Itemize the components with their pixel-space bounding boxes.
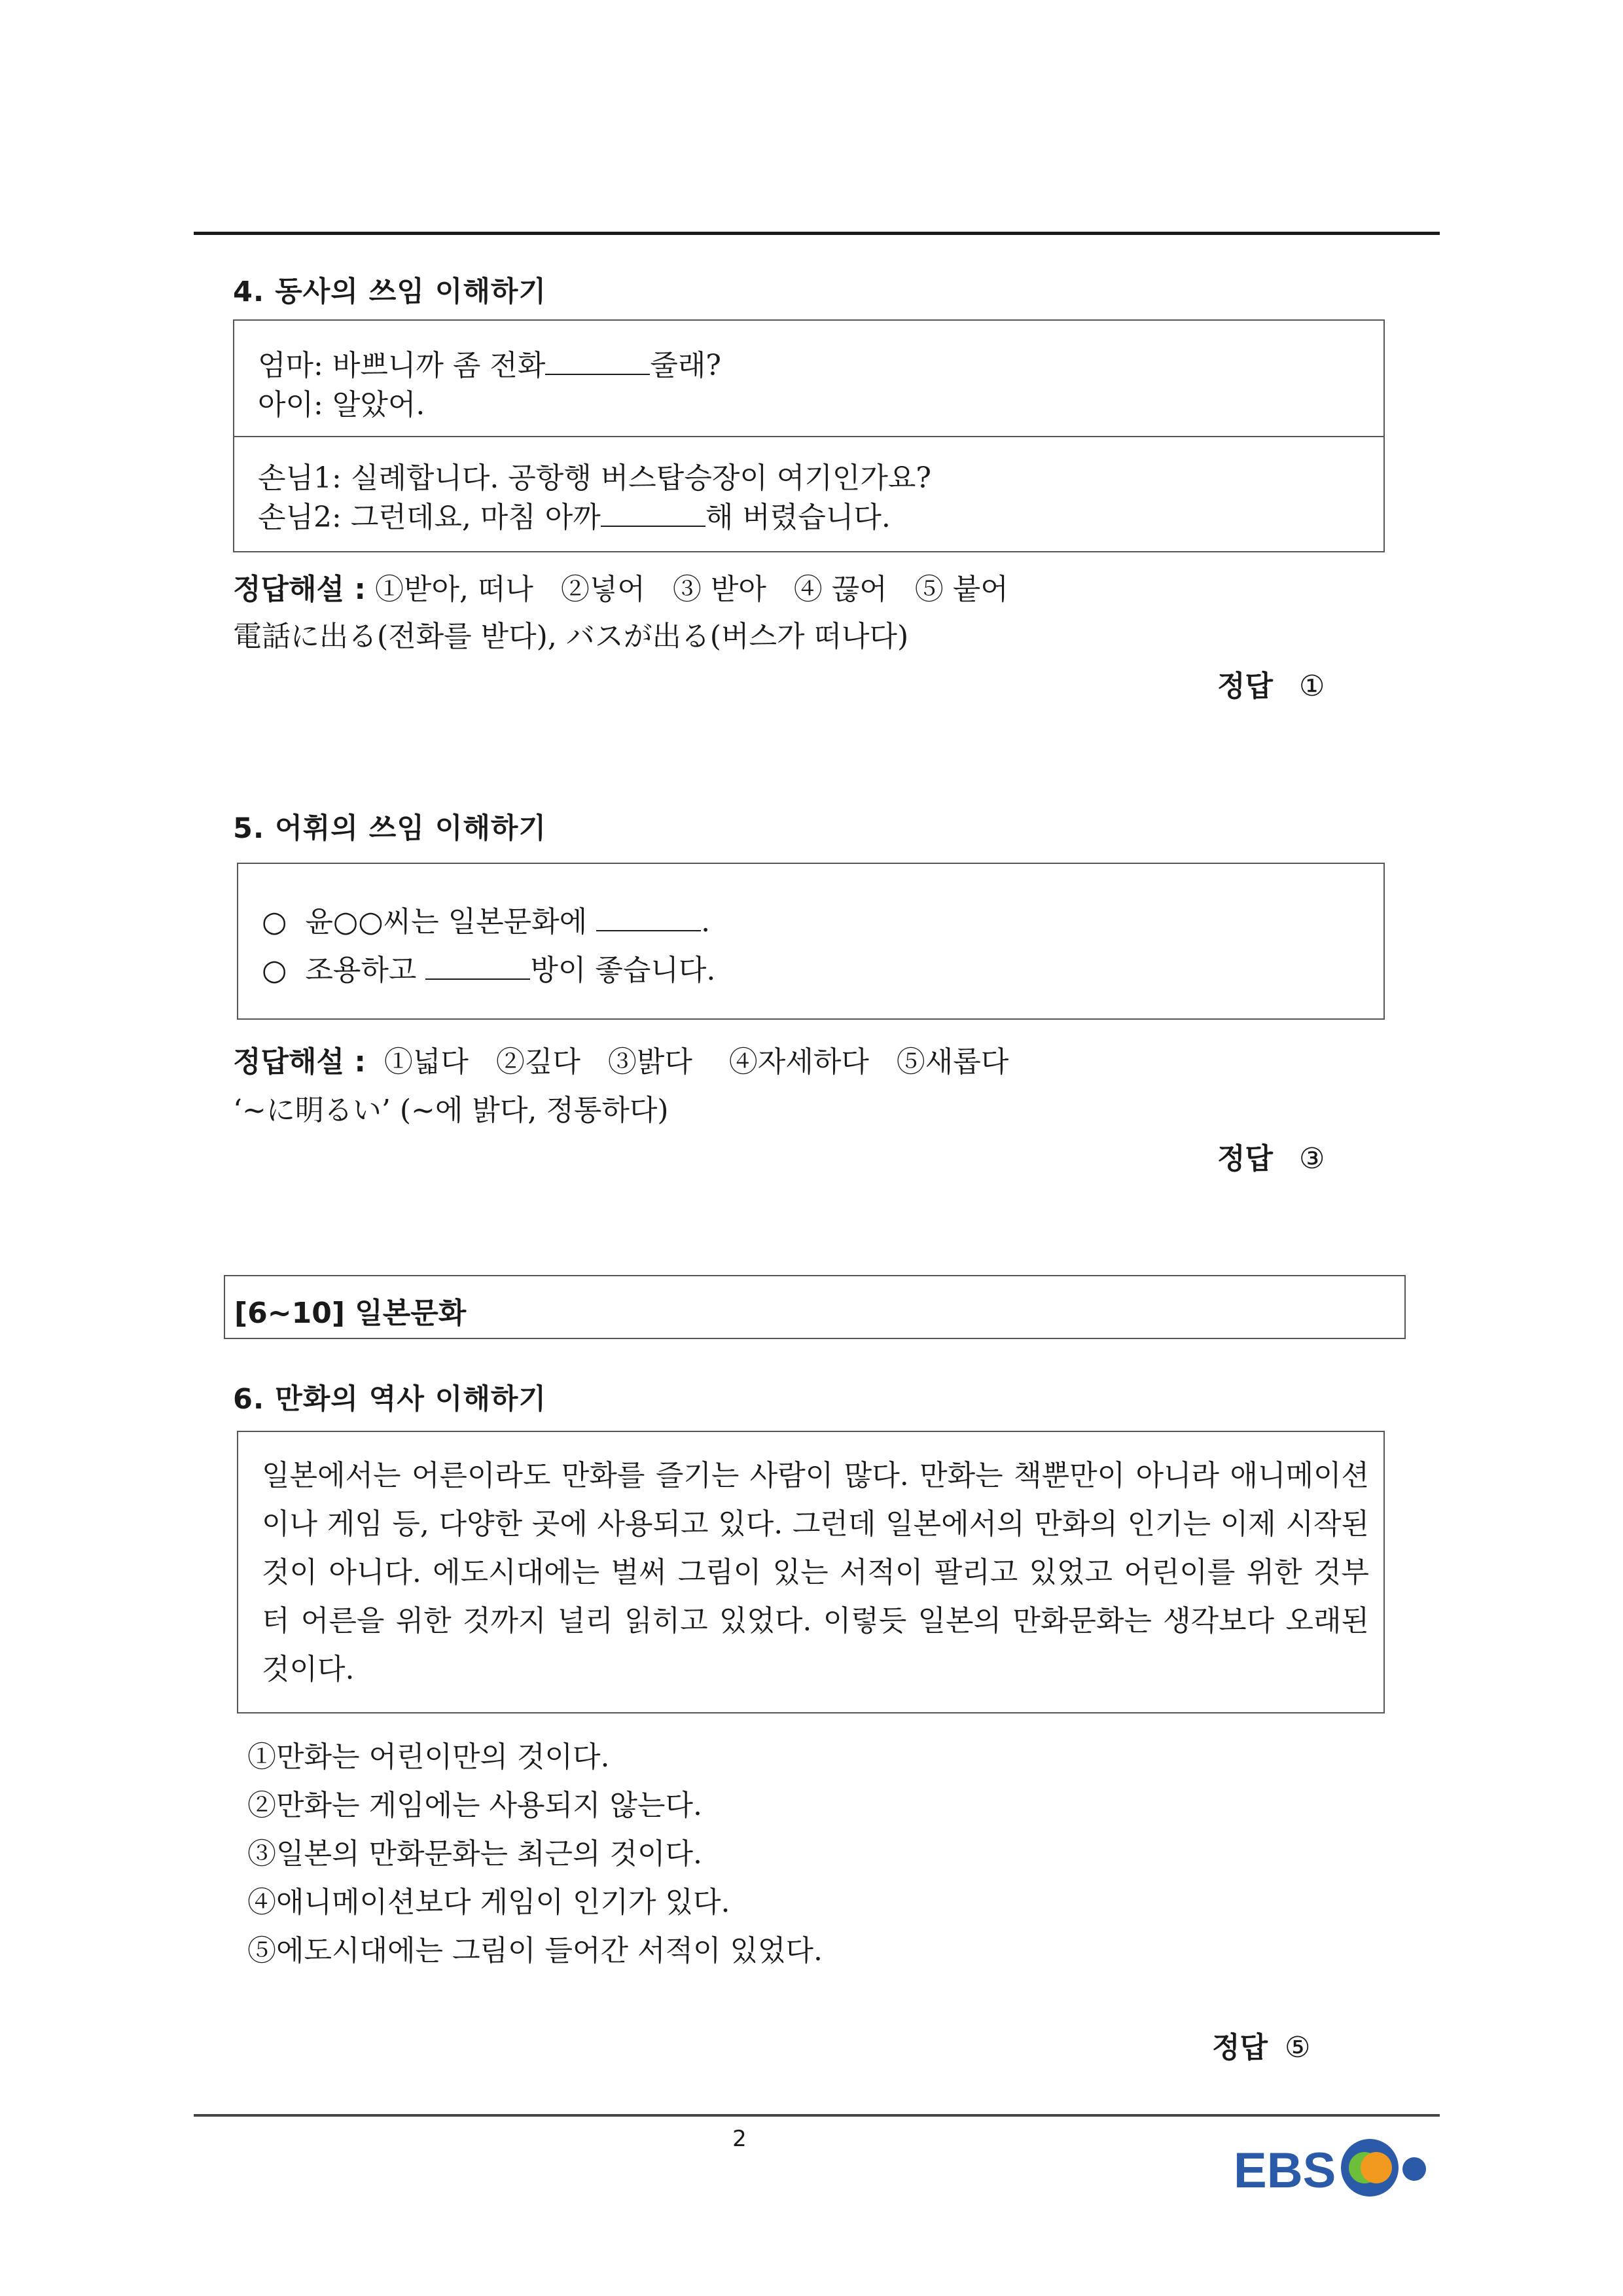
q5-answer-label: 정답	[1217, 1142, 1274, 1175]
q6-option-1: ①만화는 어린이만의 것이다.	[247, 1740, 610, 1774]
q5-item1-pre: ○ 윤○○씨는 일본문화에	[262, 905, 588, 939]
q5-blank-2	[425, 976, 530, 980]
page-number: 2	[732, 2126, 747, 2152]
q5-answer-value: ③	[1299, 1142, 1325, 1175]
q5-item2-pre: ○ 조용하고	[262, 954, 417, 987]
q5-answer	[1217, 1135, 1325, 1177]
q4-box1-line1	[258, 342, 721, 384]
q4-box1-line2: 아이: 알았어.	[258, 388, 425, 422]
logo-small-circle	[1402, 2157, 1426, 2181]
q5-item-2	[262, 946, 715, 988]
q5-expl-note: ‘~に明るい’ (~에 밝다, 정통하다)	[233, 1094, 669, 1127]
q4-answer-value: ①	[1299, 670, 1325, 703]
q6-option-4: ④애니메이션보다 게임이 인기가 있다.	[247, 1886, 730, 1919]
q6-answer-label: 정답	[1212, 2031, 1268, 2064]
top-rule	[194, 232, 1440, 235]
q5-expl-label: 정답해설 :	[233, 1045, 366, 1079]
q5-box	[237, 863, 1385, 1020]
q4-explanation	[233, 565, 1008, 607]
q4-answer-label: 정답	[1217, 670, 1274, 703]
bottom-rule	[194, 2114, 1440, 2117]
q6-answer	[1212, 2024, 1310, 2066]
q4-box1-line1-post: 줄래?	[650, 349, 721, 382]
q4-box2-line2-pre: 손님2: 그런데요, 마침 아까	[258, 501, 601, 534]
q6-option-3: ③일본의 만화문화는 최근의 것이다.	[247, 1837, 702, 1871]
logo-orange-circle	[1361, 2152, 1392, 2183]
q4-expl-label: 정답해설 :	[233, 573, 366, 606]
section-header-box	[224, 1275, 1406, 1339]
q4-blank-2	[601, 523, 705, 527]
q4-box1-line1-pre: 엄마: 바쁘니까 좀 전화	[258, 349, 546, 382]
q5-explanation	[233, 1038, 1008, 1080]
q5-item2-post: 방이 좋습니다.	[530, 954, 716, 987]
q4-box2-line2	[258, 493, 891, 535]
q6-passage: 일본에서는 어른이라도 만화를 즐기는 사람이 많다. 만화는 책뿐만이 아니라 애니메이션이나 게임 등, 다양한 곳에 사용되고 있다. 그런데 일본에서의 만화의 인기는 이제 시작된 것이 아니다. 에도시대에는 벌써 그림이 있는 서적이 팔리고 있었고 어린이를 위한 것부터 어른을 위한 것까지 널리 읽히고 있었다. 이렇듯 일본의 만화문화는 생각보다 오래된 것이다.	[262, 1459, 1369, 1686]
q6-option-2: ②만화는 게임에는 사용되지 않는다.	[247, 1789, 702, 1822]
q5-title: 5. 어휘의 쓰임 이해하기	[233, 812, 547, 845]
q5-item1-post: .	[701, 905, 711, 939]
q4-title: 4. 동사의 쓰임 이해하기	[233, 276, 547, 308]
q4-dialogue-box	[233, 319, 1385, 552]
q6-answer-value: ⑤	[1285, 2031, 1311, 2064]
ebs-logo-text: EBS	[1234, 2143, 1336, 2198]
q5-blank-1	[596, 927, 701, 931]
q4-box-divider	[234, 436, 1383, 437]
q6-title: 6. 만화의 역사 이해하기	[233, 1383, 547, 1416]
section-header-label: [6~10] 일본문화	[234, 1297, 467, 1330]
q6-option-5: ⑤에도시대에는 그림이 들어간 서적이 있었다.	[247, 1934, 823, 1967]
q4-box2-line2-post: 해 버렸습니다.	[705, 501, 891, 534]
q4-expl-note: 電話に出る(전화를 받다), バスが出る(버스가 떠나다)	[233, 620, 909, 653]
q6-passage-box	[237, 1431, 1385, 1713]
q4-box2-line1: 손님1: 실례합니다. 공항행 버스탑승장이 여기인가요?	[258, 461, 931, 495]
ebs-logo	[1234, 2134, 1456, 2208]
q4-blank-1	[545, 371, 650, 375]
ebs-logo-graphic	[1234, 2134, 1456, 2206]
q5-expl-choices: ①넓다 ②깊다 ③밝다 ④자세하다 ⑤새롭다	[374, 1045, 1009, 1079]
q4-answer	[1217, 662, 1325, 704]
q4-expl-choices: ①받아, 떠나 ②넣어 ③ 받아 ④ 끊어 ⑤ 붙어	[374, 573, 1008, 606]
q5-item-1	[262, 898, 710, 940]
